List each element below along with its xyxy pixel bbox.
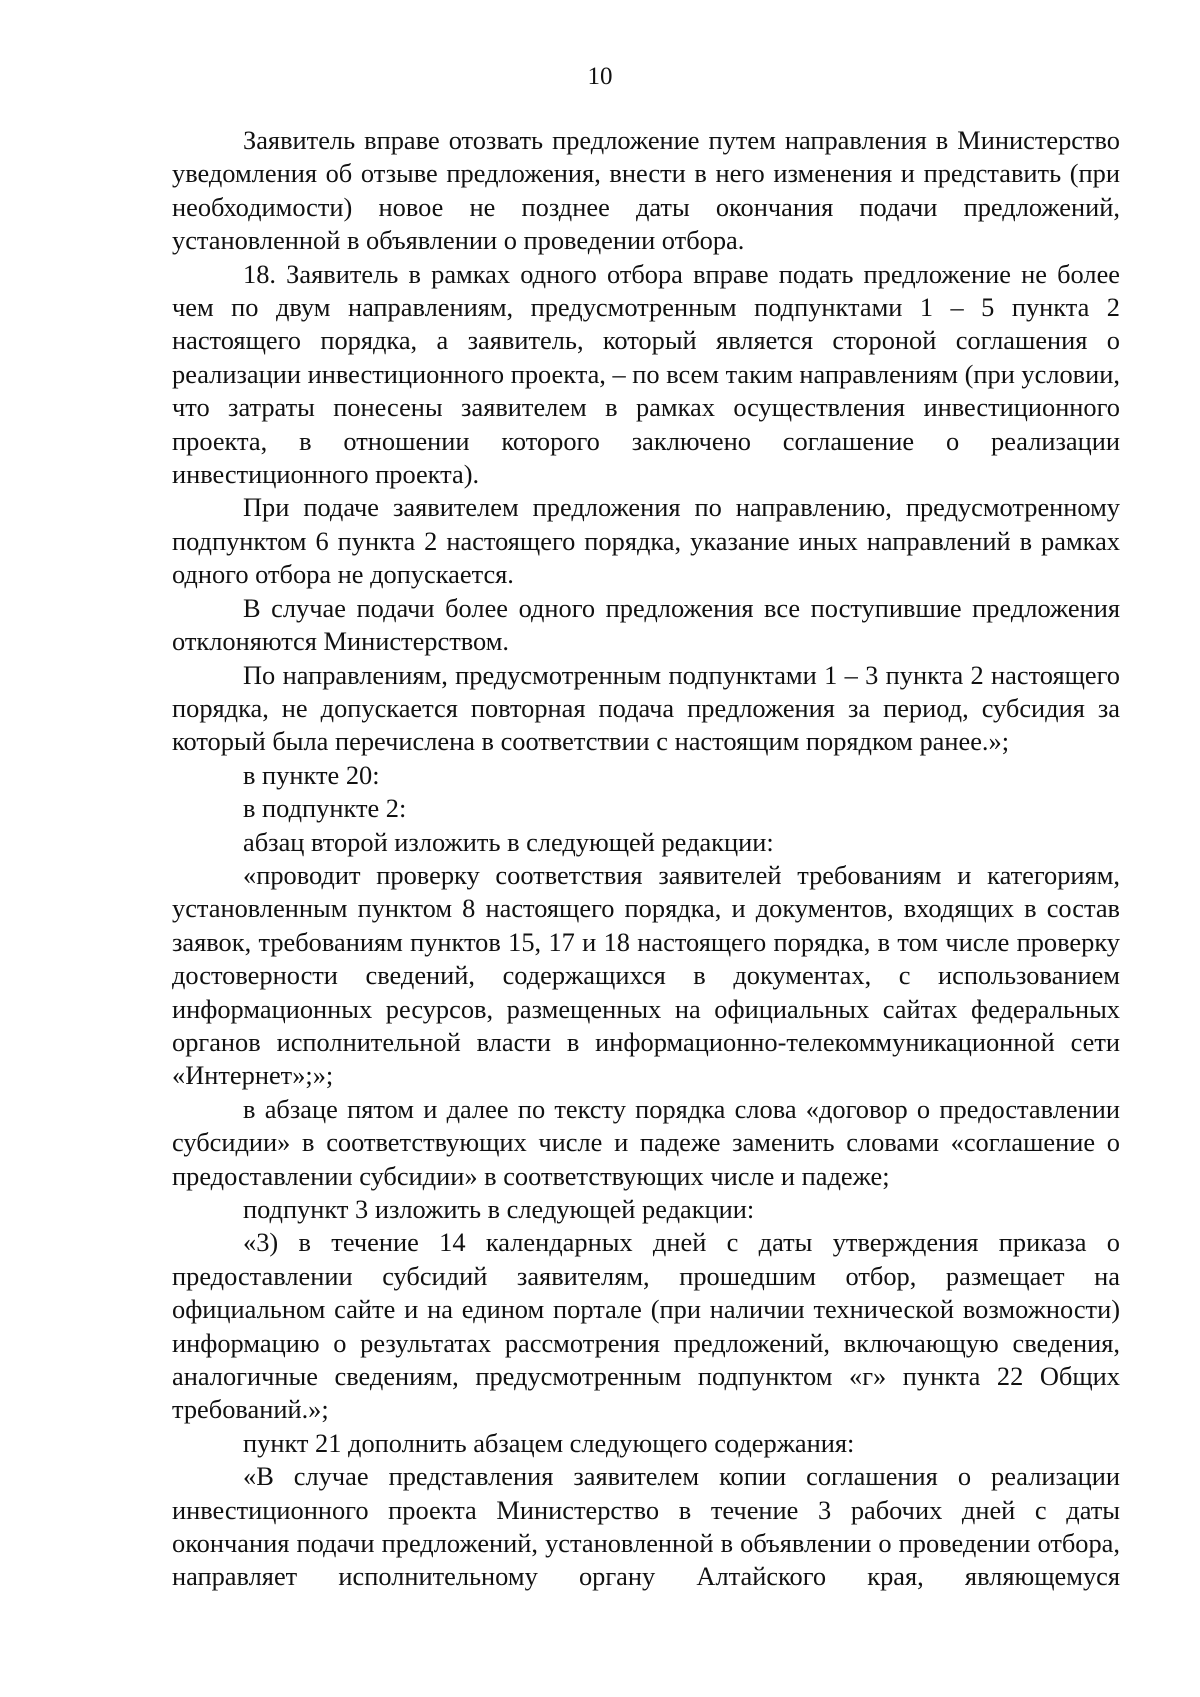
paragraph-repeat-submission: По направлениям, предусмотренным подпунктами 1 – 3 пункта 2 настоящего порядка, не допускается повторная подача предложения за период, субсидия за который была перечислена в соответствии с настоящим порядком ранее.»;	[172, 659, 1120, 757]
paragraph-subitem-3: подпункт 3 изложить в следующей редакции:	[243, 1194, 755, 1224]
document-body	[172, 124, 1120, 1594]
page-number: 10	[587, 63, 613, 90]
paragraph-verification: «проводит проверку соответствия заявителей требованиям и категориям, установленным пунктом 8 настоящего порядка, и документов, входящих в состав заявок, требованиям пунктов 15, 17 и 18 настоящего порядка, в том числе проверку достоверности сведений, содержащихся в документах, с использованием информационных ресурсов, размещенных на официальных сайтах федеральных органов исполнительной власти в информационно-телекоммуникационной сети «Интернет»;»;	[172, 859, 1120, 1091]
paragraph-results-publication: «3) в течение 14 календарных дней с даты утверждения приказа о предоставлении субсидий заявителям, прошедшим отбор, размещает на официальном сайте и на едином портале (при наличии технической возможности) информацию о результатах рассмотрения предложений, включающую сведения, аналогичные сведениям, предусмотренным подпунктом «г» пункта 22 Общих требований.»;	[172, 1227, 1120, 1425]
paragraph-investment-agreement: «В случае представления заявителем копии соглашения о реализации инвестиционного проекта Министерство в течение 3 рабочих дней с даты окончания подачи предложений, установленной в объявлении о проведении отбора, направляет исполнительному органу Алтайского края, являющемуся	[172, 1461, 1120, 1592]
paragraph-item-20: в пункте 20:	[243, 759, 380, 790]
paragraph-multiple-proposals: В случае подачи более одного предложения все поступившие предложения отклоняются Министерством.	[172, 592, 1120, 657]
paragraph-direction-6: При подаче заявителем предложения по направлению, предусмотренному подпунктом 6 пункта 2 настоящего порядка, указание иных направлений в рамках одного отбора не допускается.	[172, 492, 1120, 590]
paragraph-item-21: пункт 21 дополнить абзацем следующего содержания:	[243, 1427, 855, 1458]
paragraph-replace-words: в абзаце пятом и далее по тексту порядка слова «договор о предоставлении субсидии» в соответствующих числе и падеже заменить словами «соглашение о предоставлении субсидии» в соответствующих числе и падеже;	[172, 1093, 1120, 1191]
paragraph-subitem-2: в подпункте 2:	[243, 793, 407, 824]
paragraph-second-abzac: абзац второй изложить в следующей редакции:	[243, 826, 774, 857]
paragraph-item-18: 18. Заявитель в рамках одного отбора вправе подать предложение не более чем по двум направлениям, предусмотренным подпунктами 1 – 5 пункта 2 настоящего порядка, а заявитель, который является стороной соглашения о реализации инвестиционного проекта, – по всем таким направлениям (при условии, что затраты понесены заявителем в рамках осуществления инвестиционного проекта, в отношении которого заключено соглашение о реализации инвестиционного проекта).	[172, 258, 1120, 490]
paragraph-withdrawal: Заявитель вправе отозвать предложение путем направления в Министерство уведомления об отзыве предложения, внести в него изменения и представить (при необходимости) новое не позднее даты окончания подачи предложений, установленной в объявлении о проведении отбора.	[172, 125, 1120, 256]
